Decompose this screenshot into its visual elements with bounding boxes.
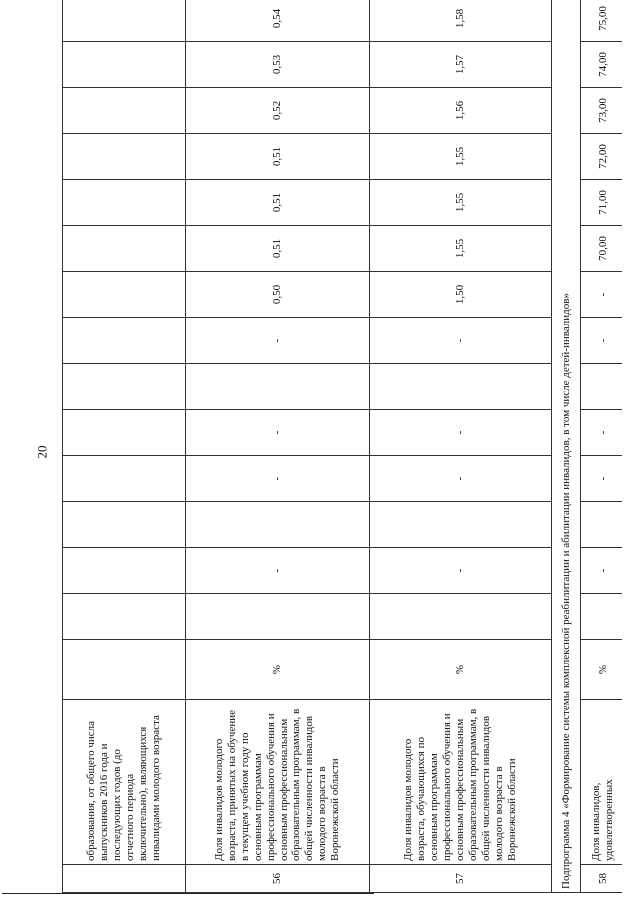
indicator-name: образования, от общего числа выпускников 2016 года и последующих годов (до отчетного периода включительно), являющихся инвалидами молодого возраста [63, 700, 186, 865]
value-cell [63, 548, 186, 594]
value-cell [63, 134, 186, 180]
value-cell [370, 364, 552, 410]
indicator-name: Доля инвалидов, удовлетворенных [581, 700, 623, 865]
value-cell [581, 364, 623, 410]
value-cell: - [186, 318, 370, 364]
value-cell: 73,00 [581, 88, 623, 134]
table-region [62, 0, 622, 893]
value-cell [581, 502, 623, 548]
indicator-name: Доля инвалидов молодого возраста, принятых на обучение в текущем учебном году по основным программам профессионального обучения и основным профессиональным образовательным программам, в общей численности инвалидов молодого возраста в Воронежской области [186, 700, 370, 865]
value-cell [63, 180, 186, 226]
value-cell: 1,55 [370, 180, 552, 226]
row-number [63, 865, 186, 893]
unit-cell: % [186, 640, 370, 700]
value-cell: 75,00 [581, 0, 623, 42]
value-cell: 0,52 [186, 88, 370, 134]
value-cell [63, 42, 186, 88]
value-cell: 1,55 [370, 134, 552, 180]
value-cell [63, 0, 186, 42]
value-cell [581, 594, 623, 640]
value-cell [186, 502, 370, 548]
subprogram-title: Подпрограмма 4 «Формирование системы комплексной реабилитации и абилитации инвалидов, в том числе детей-инвалидов» [552, 0, 581, 893]
row-number: 57 [370, 865, 552, 893]
indicator-table [62, 0, 622, 893]
table-row [581, 0, 623, 893]
row-number: 56 [186, 865, 370, 893]
value-cell: 1,50 [370, 272, 552, 318]
value-cell [186, 364, 370, 410]
value-cell: 72,00 [581, 134, 623, 180]
value-cell: 0,51 [186, 180, 370, 226]
subprogram-row [552, 0, 581, 893]
value-cell [370, 502, 552, 548]
table-row [370, 0, 552, 893]
page-number: 20 [34, 445, 50, 459]
value-cell [63, 502, 186, 548]
value-cell: 1,55 [370, 226, 552, 272]
rotated-table-container [62, 0, 622, 893]
value-cell: 1,58 [370, 0, 552, 42]
value-cell [370, 594, 552, 640]
value-cell: - [370, 548, 552, 594]
value-cell: 0,51 [186, 226, 370, 272]
unit-cell: % [370, 640, 552, 700]
value-cell [63, 456, 186, 502]
value-cell [63, 410, 186, 456]
value-cell: - [581, 548, 623, 594]
value-cell: 0,50 [186, 272, 370, 318]
value-cell: - [581, 272, 623, 318]
value-cell: 70,00 [581, 226, 623, 272]
value-cell [63, 272, 186, 318]
value-cell: 74,00 [581, 42, 623, 88]
value-cell: - [581, 456, 623, 502]
value-cell: 1,56 [370, 88, 552, 134]
unit-cell [63, 640, 186, 700]
value-cell: 0,51 [186, 134, 370, 180]
value-cell [63, 226, 186, 272]
table-row [63, 0, 186, 893]
row-number: 58 [581, 865, 623, 893]
value-cell: - [581, 410, 623, 456]
value-cell: - [370, 318, 552, 364]
value-cell: 0,53 [186, 42, 370, 88]
value-cell [63, 88, 186, 134]
value-cell: - [581, 318, 623, 364]
value-cell [63, 318, 186, 364]
value-cell: 71,00 [581, 180, 623, 226]
value-cell: 0,54 [186, 0, 370, 42]
value-cell [186, 594, 370, 640]
value-cell [63, 594, 186, 640]
value-cell: - [186, 548, 370, 594]
table-row [186, 0, 370, 893]
footer-line [2, 893, 374, 894]
value-cell: 1,57 [370, 42, 552, 88]
value-cell: - [370, 410, 552, 456]
indicator-name: Доля инвалидов молодого возраста, обучающихся по основным программам профессионального обучения и основным профессиональным образовательным программам, в общей численности инвалидов молодого возраста в Воронежской области [370, 700, 552, 865]
unit-cell: % [581, 640, 623, 700]
value-cell: - [186, 410, 370, 456]
value-cell: - [370, 456, 552, 502]
value-cell [63, 364, 186, 410]
value-cell: - [186, 456, 370, 502]
